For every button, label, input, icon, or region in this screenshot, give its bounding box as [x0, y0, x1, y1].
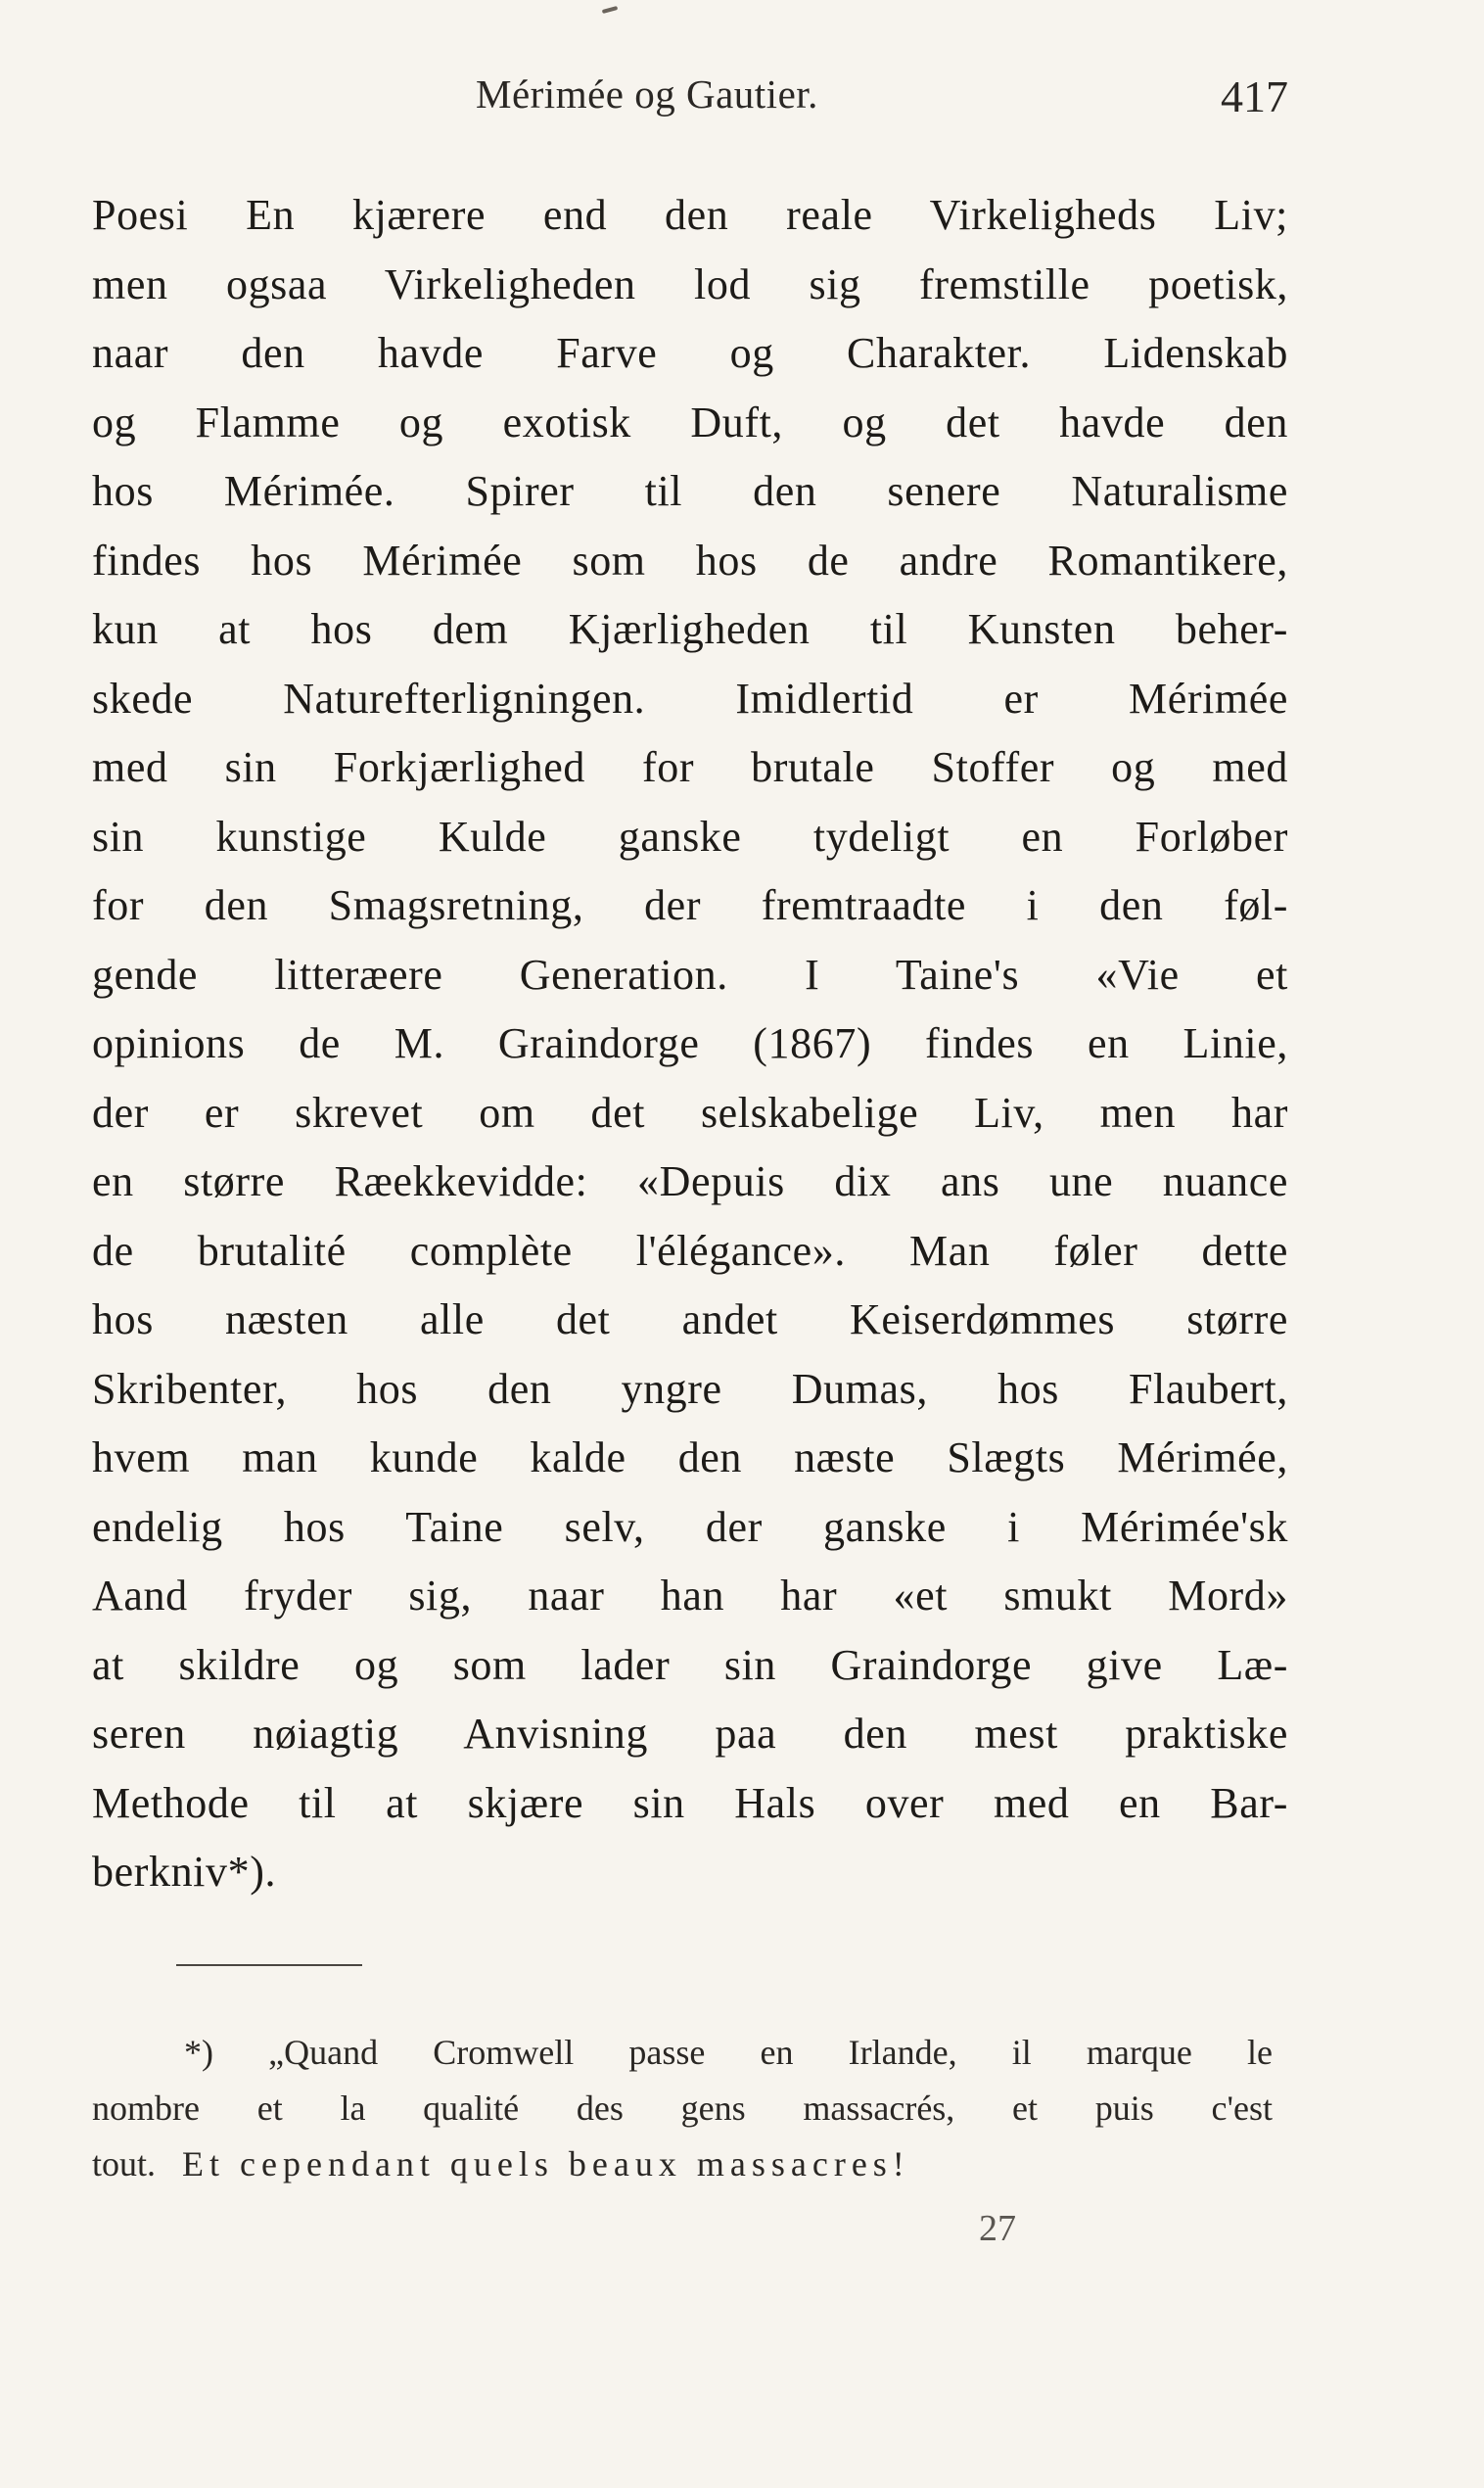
text-line: findes hos Mérimée som hos de andre Romantikere,	[92, 536, 1288, 585]
text-line: hos Mérimée. Spirer til den senere Naturalisme	[92, 467, 1288, 515]
text-line: gende litteræere Generation. I Taine's «Vie et	[92, 950, 1288, 999]
text-line: med sin Forkjærlighed for brutale Stoffer og med	[92, 743, 1288, 791]
text-line: kun at hos dem Kjærligheden til Kunsten beher-	[92, 605, 1288, 653]
footnote-line	[92, 2136, 1273, 2192]
text-line: seren nøiagtig Anvisning paa den mest praktiske	[92, 1710, 1288, 1758]
text-line: endelig hos Taine selv, der ganske i Mérimée'sk	[92, 1502, 1288, 1551]
text-line: Poesi En kjærere end den reale Virkeligheds Liv;	[92, 191, 1288, 239]
footnote-line: nombre et la qualité des gens massacrés, et puis c'est	[92, 2089, 1273, 2128]
page-header	[92, 70, 1288, 129]
footnote-text: tout.	[92, 2144, 157, 2183]
text-line: Methode til at skjære sin Hals over med en Bar-	[92, 1778, 1288, 1827]
page-number: 417	[1221, 71, 1288, 121]
text-line: berkniv*).	[92, 1848, 277, 1896]
text-line: hvem man kunde kalde den næste Slægts Mérimée,	[92, 1433, 1288, 1481]
text-line: opinions de M. Graindorge (1867) findes en Linie,	[92, 1019, 1288, 1067]
text-line: og Flamme og exotisk Duft, og det havde den	[92, 398, 1288, 446]
text-line: skede Naturefterligningen. Imidlertid er Mérimée	[92, 674, 1288, 723]
footnote-spaced-text: Et cependant quels beaux massacres!	[182, 2144, 910, 2183]
footnote-separator	[176, 1964, 362, 1966]
text-line: naar den havde Farve og Charakter. Lidenskab	[92, 329, 1288, 377]
text-line: men ogsaa Virkeligheden lod sig fremstille poetisk,	[92, 259, 1288, 308]
text-line: sin kunstige Kulde ganske tydeligt en Forløber	[92, 812, 1288, 861]
text-line: de brutalité complète l'élégance». Man føler dette	[92, 1226, 1288, 1275]
text-line: Skribenter, hos den yngre Dumas, hos Flaubert,	[92, 1364, 1288, 1413]
ink-smudge	[602, 6, 618, 14]
text-line: at skildre og som lader sin Graindorge give Læ-	[92, 1640, 1288, 1689]
body-text	[92, 181, 1288, 1907]
footnote-line: *) „Quand Cromwell passe en Irlande, il marque le	[184, 2033, 1273, 2072]
footnote	[92, 2025, 1273, 2192]
running-title: Mérimée og Gautier.	[476, 71, 818, 117]
text-line: for den Smagsretning, der fremtraadte i den føl-	[92, 881, 1288, 929]
text-line: Aand fryder sig, naar han har «et smukt Mord»	[92, 1572, 1288, 1620]
text-line: hos næsten alle det andet Keiserdømmes større	[92, 1295, 1288, 1343]
text-line: der er skrevet om det selskabelige Liv, men har	[92, 1088, 1288, 1137]
text-line: en større Ræekkevidde: «Depuis dix ans une nuance	[92, 1157, 1288, 1205]
signature-mark: 27	[979, 2208, 1016, 2249]
